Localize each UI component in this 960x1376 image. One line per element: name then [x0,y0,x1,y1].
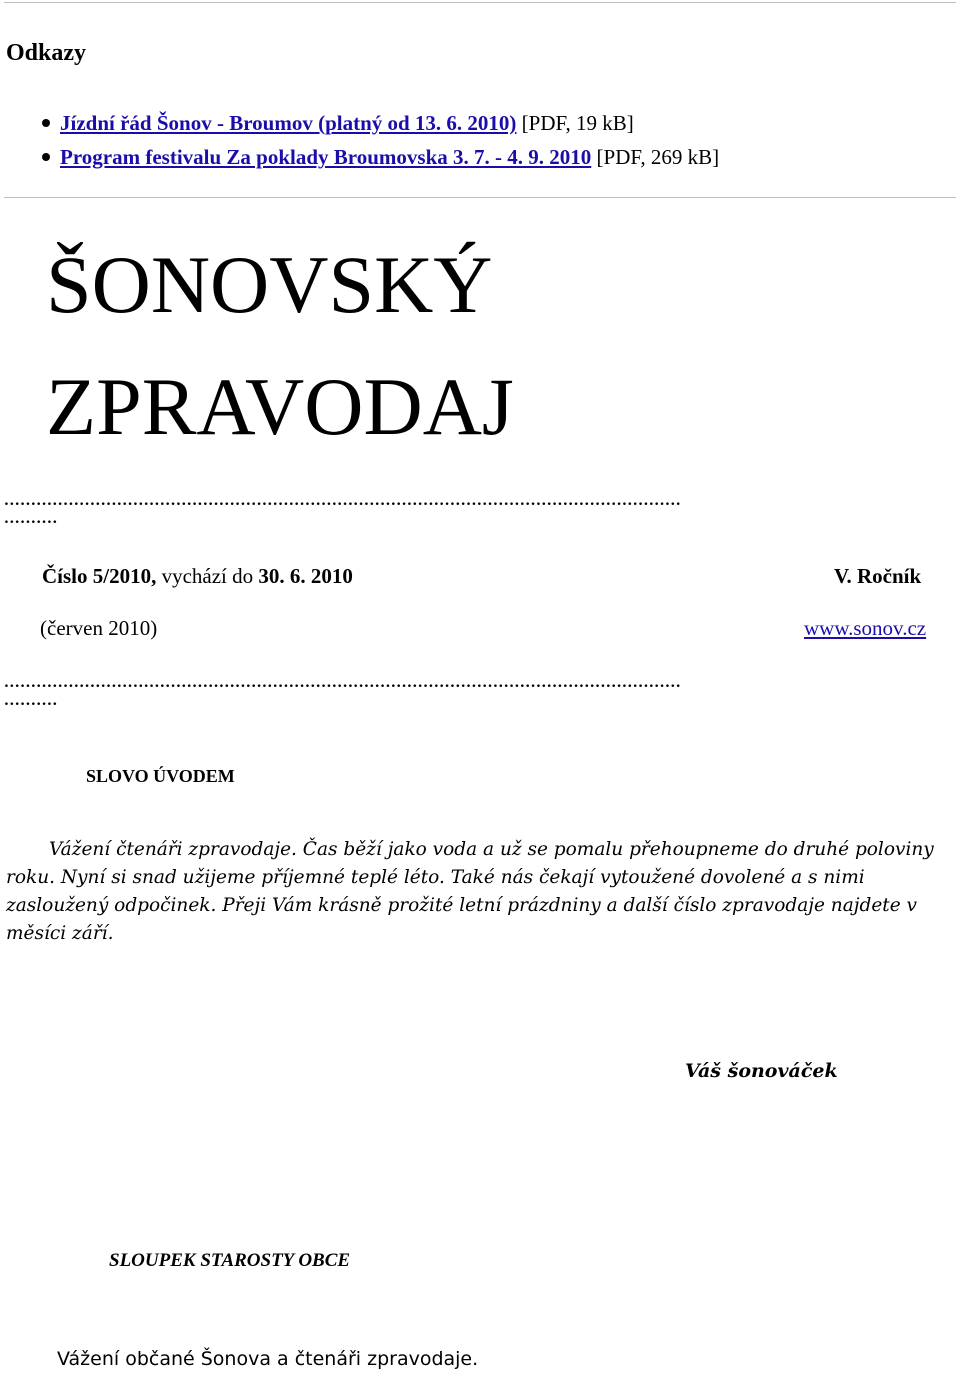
issue-text: vychází do [156,564,259,588]
intro-section-title: SLOVO ÚVODEM [86,766,235,786]
newsletter-title-line2: ZPRAVODAJ [46,361,514,452]
paragraph-line: měsíci září. [6,923,114,944]
top-divider [4,2,956,3]
intro-paragraph [6,836,956,948]
paragraph-line: roku. Nyní si snad užijeme příjemné teplé léto. Také nás čekají vytoužené dovolené a s nimi [6,867,865,888]
bullet-icon [42,153,50,161]
dotted-line: .............................................................................................................................. [4,493,682,509]
paragraph-line: Vážení čtenáři zpravodaje. Čas běží jako voda a už se pomalu přehoupneme do druhé poloviny [49,839,934,860]
list-item [40,142,719,176]
mayor-section-title: SLOUPEK STAROSTY OBCE [109,1250,351,1271]
website-link[interactable]: www.sonov.cz [804,616,927,640]
page-heading: Odkazy [6,40,87,66]
dotted-line-tail: .......... [4,511,58,527]
signature: Váš šonováček [685,1060,838,1082]
dotted-separator [4,674,956,710]
dotted-separator [4,492,956,528]
paragraph-line: zasloužený odpočinek. Přeji Vám krásně prožité letní prázdniny a další číslo zpravodaje najdete v [6,895,917,916]
festival-program-pdf-link[interactable]: Program festivalu Za poklady Broumovska 3. 7. - 4. 9. 2010 [60,145,592,169]
link-file-info: [PDF, 269 kB] [591,145,720,169]
timetable-pdf-link[interactable]: Jízdní řád Šonov - Broumov (platný od 13. 6. 2010) [60,111,517,135]
issue-info [42,564,353,589]
dotted-line: .............................................................................................................................. [4,675,682,691]
bullet-icon [42,119,50,127]
mayor-greeting: Vážení občané Šonova a čtenáři zpravodaje. [57,1348,479,1370]
links-list [40,108,719,176]
issue-month: (červen 2010) [40,616,158,640]
newsletter-title-line1: ŠONOVSKÝ [46,239,493,330]
section-divider [4,197,956,198]
issue-number: Číslo 5/2010, [42,564,157,588]
list-item [40,108,719,142]
dotted-line-tail: .......... [4,693,58,709]
link-file-info: [PDF, 19 kB] [516,111,634,135]
volume-label: V. Ročník [834,564,922,588]
issue-date: 30. 6. 2010 [258,564,353,588]
